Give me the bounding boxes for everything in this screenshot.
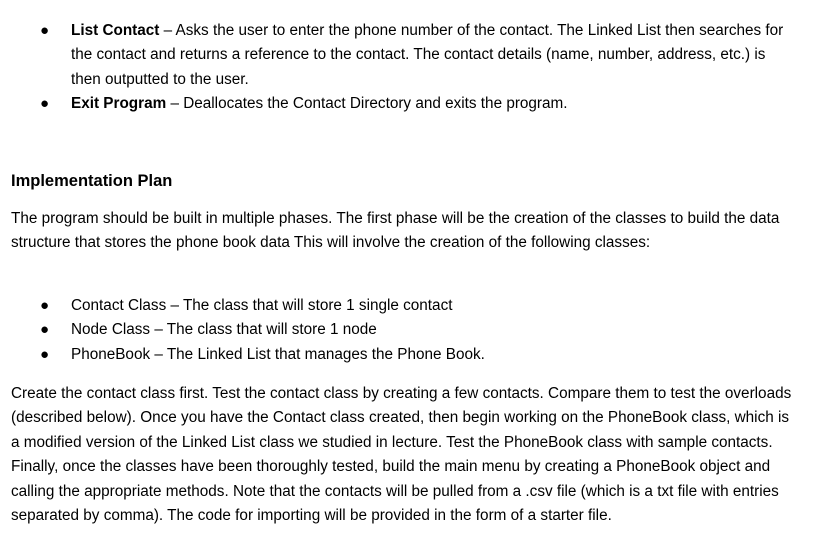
- bullet-term: List Contact: [71, 22, 160, 39]
- bullet-text: Contact Class – The class that will store 1 single contact: [71, 297, 453, 314]
- list-item-list-contact: [0, 19, 815, 92]
- list-item-node-class: [0, 318, 815, 342]
- list-item-contact-class: [0, 294, 815, 318]
- bullet-text: – Asks the user to enter the phone number of the contact. The Linked List then searches for the contact and returns a reference to the contact. The contact details (name, number, address, etc.) is then outputted to the user.: [71, 22, 784, 88]
- classes-list: [0, 294, 815, 367]
- paragraph-phases: The program should be built in multiple phases. The first phase will be the creation of the classes to build the data structure that stores the phone book data This will involve the creation of the following classes:: [11, 210, 780, 252]
- bullet-text: – Deallocates the Contact Directory and exits the program.: [166, 95, 568, 113]
- bullet-icon: ●: [40, 321, 50, 339]
- list-item-exit-program: [0, 92, 815, 116]
- bullet-icon: ●: [40, 345, 50, 363]
- bullet-icon: ●: [40, 22, 50, 39]
- bullet-icon: ●: [40, 95, 50, 113]
- bullet-text: Node Class – The class that will store 1 node: [71, 321, 377, 339]
- section-heading: Implementation Plan: [11, 172, 173, 190]
- menu-options-list: [0, 19, 815, 117]
- list-item-phonebook: [0, 343, 815, 367]
- paragraph-instructions: Create the contact class first. Test the contact class by creating a few contacts. Compare them to test the overloads (described below). Once you have the Contact class created, then begin working on the PhoneBook class, which is a modified version of the Linked List class we studied in lecture. Test the PhoneBook class with sample contacts. Finally, once the classes have been thoroughly tested, build the main menu by creating a PhoneBook object and calling the appropriate methods. Note that the contacts will be pulled from a .csv file (which is a txt file with entries separated by comma). The code for importing will be provided in the form of a starter file.: [11, 385, 792, 525]
- bullet-icon: ●: [40, 297, 50, 314]
- bullet-term: Exit Program: [71, 95, 167, 113]
- bullet-text: PhoneBook – The Linked List that manages the Phone Book.: [71, 345, 485, 363]
